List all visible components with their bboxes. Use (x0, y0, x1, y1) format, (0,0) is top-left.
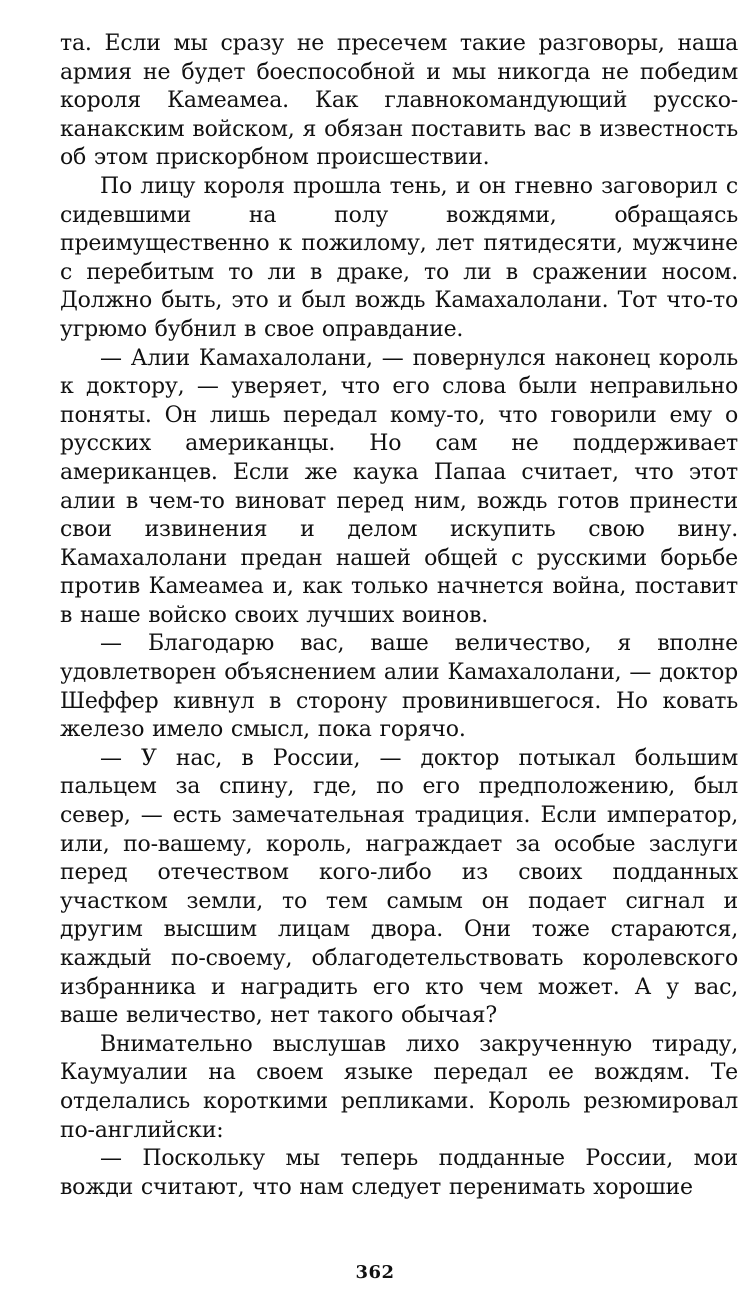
page-number: 362 (355, 1262, 395, 1283)
paragraph-king-reply: — Алии Камахалолани, — повернулся наконец король к доктору, — уверяет, что его слова были неправильно поняты. Он лишь передал кому-то, что говорили ему о русских американцы. Но сам не поддерживает американцев. Если же каука Папаа считает, что этот алии в чем-то виноват перед ним, вождь готов принести свои извинения и делом искупить свою вину. Камахалолани предан нашей общей с русскими борьбе против Камеамеа и, как только начнется война, поставит в наше войско своих лучших воинов. (60, 345, 738, 628)
paragraph-continued: та. Если мы сразу не пресечем такие разговоры, наша армия не будет боеспособной и мы никогда не победим короля Камеамеа. Как главнокомандующий русско-канакским войском, я обязан поставить вас в известность об этом прискорбном происшествии. (60, 31, 738, 171)
paragraph-doctor-thanks: — Благодарю вас, ваше величество, я вполне удовлетворен объяснением алии Камахалолани, — доктор Шеффер кивнул в сторону провинившегося. Но ковать железо имело смысл, пока горячо. (60, 631, 738, 743)
page-body (60, 30, 738, 1202)
paragraph-russian-tradition: — У нас, в России, — доктор потыкал большим пальцем за спину, где, по его предположению, был север, — есть замечательная традиция. Если император, или, по-вашему, король, награждает за особые заслуги перед отечеством кого-либо из своих подданных участком земли, то тем самым он подает сигнал и другим высшим лицам двора. Они тоже стараются, каждый по-своему, облагодетельствовать королевского избранника и наградить его кто чем может. А у вас, ваше величество, нет такого обычая? (60, 745, 738, 1029)
paragraph-kaumualii-translates: Внимательно выслушав лихо закрученную тираду, Каумуалии на своем языке передал ее вождям. Те отделались короткими репликами. Король резюмировал по-английски: (60, 1031, 738, 1143)
paragraph-chiefs-answer: — Поскольку мы теперь подданные России, мои вожди считают, что нам следует перенимать хорошие (60, 1146, 738, 1200)
paragraph-king-shadow: По лицу короля прошла тень, и он гневно заговорил с сидевшими на полу вождями, обращаясь преимущественно к пожилому, лет пятидесяти, мужчине с перебитым то ли в драке, то ли в сражении носом. Должно быть, это и был вождь Камахалолани. Тот что-то угрюмо бубнил в свое оправдание. (60, 173, 738, 342)
